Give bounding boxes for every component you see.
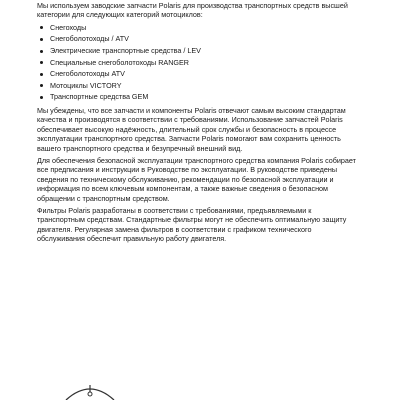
list-item: Снегоболотоходы ATV: [37, 68, 357, 80]
body-paragraph: Мы убеждены, что все запчасти и компоненты Polaris отвечают самым высоким стандартам качества и производятся в соответствии с требованиями. Использование запчастей Polaris обеспечивает высокую надёжность, длительный срок службы и безопасность в процессе эксплуатации транспортного средства. Запчасти Polaris помогают вам сохранить ценность вашего транспортного средства и безупречный внешний вид.: [37, 105, 346, 153]
list-item: Транспортные средства GEM: [37, 91, 357, 103]
emblem-icon: [62, 380, 118, 402]
list-item: Электрические транспортные средства / LEV: [37, 45, 357, 57]
vehicle-category-list: [37, 22, 357, 103]
body-paragraph: Фильтры Polaris разработаны в соответствии с требованиями, предъявляемыми к транспортным средствам. Стандартные фильтры могут не обеспечить оптимальную защиту двигателя. Регулярная замена фильтров в соответствии с графиком технического обслуживания обеспечит правильную работу двигателя.: [37, 206, 347, 244]
list-item: Снегоболотоходы / ATV: [37, 33, 357, 45]
intro-paragraph: Мы используем заводские запчасти Polaris для производства транспортных средств высшей категории для следующих категорий мотоциклов:: [37, 1, 348, 20]
list-item: Специальные снегоболотоходы RANGER: [37, 57, 357, 69]
body-paragraph: Для обеспечения безопасной эксплуатации транспортного средства компания Polaris собирает все предписания и инструкции в Руководстве по эксплуатации. В руководстве приведены сведения по техническому обслуживанию, рекомендации по безопасной эксплуатации и информация по всем ключевым компонентам, а также важные сведения о безопасном обращении с транспортным средством.: [37, 156, 356, 203]
document-body: [37, 1, 357, 244]
list-item: Снегоходы: [37, 22, 357, 34]
list-item: Мотоциклы VICTORY: [37, 80, 357, 92]
